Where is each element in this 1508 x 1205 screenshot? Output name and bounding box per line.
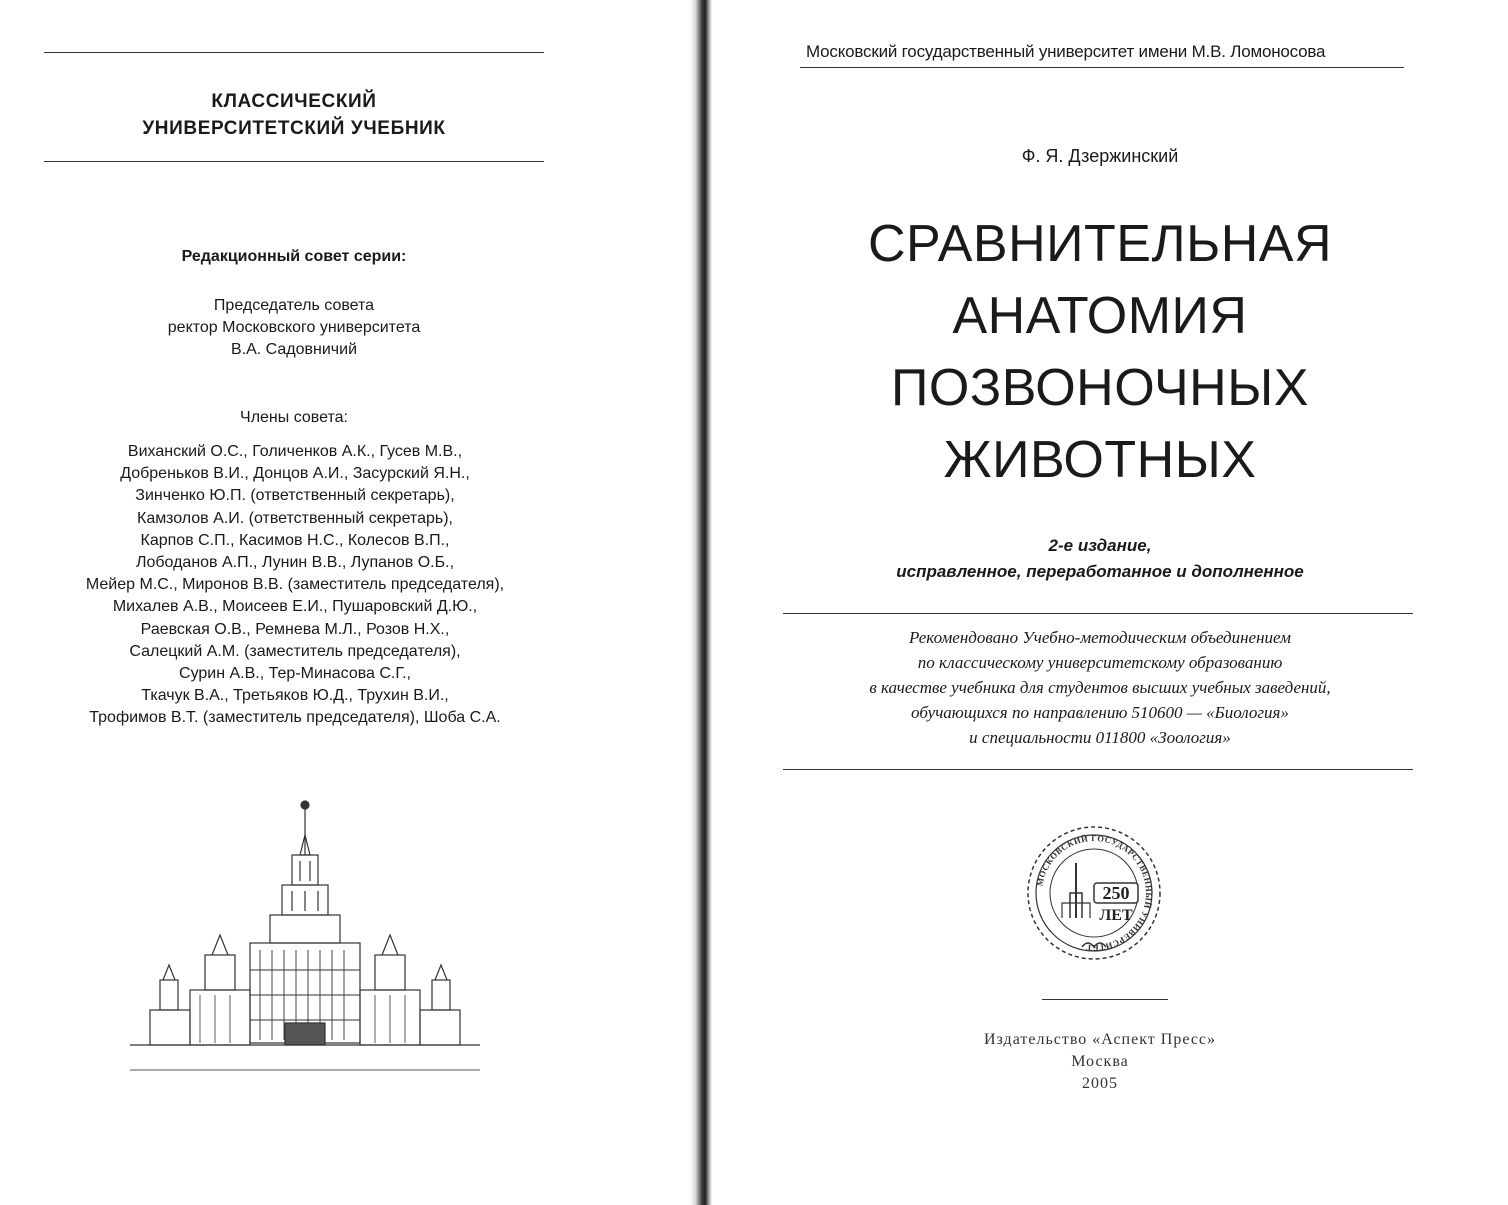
series-title [44,88,544,142]
member-line: Лободанов А.П., Лунин В.В., Лупанов О.Б., [135,554,455,572]
book-gutter [690,0,712,1205]
recommendation-bottom-rule [783,769,1413,770]
recommendation-line: Рекомендовано Учебно-методическим объединением [908,628,1292,647]
members-heading: Члены совета: [240,409,348,426]
recommendation-line: по классическому университетскому образованию [917,653,1283,672]
recommendation-line: и специальности 011800 «Зоология» [969,728,1231,747]
members-list [30,441,560,730]
university-rule [800,67,1404,68]
recommendation-line: в качестве учебника для студентов высших учебных заведений, [869,678,1331,697]
edition-line: исправленное, переработанное и дополненное [896,562,1304,581]
title-line: АНАТОМИЯ [952,287,1248,345]
chair-line: В.А. Садовничий [230,341,358,358]
recommendation-top-rule [783,613,1413,614]
edition-line: 2-е издание, [1048,536,1152,555]
member-line: Раевская О.В., Ремнева М.Л., Розов Н.Х., [140,620,450,638]
top-rule [44,52,544,53]
member-line: Камзолов А.И. (ответственный секретарь), [137,509,453,527]
series-rule [44,161,544,162]
title-line: ЖИВОТНЫХ [943,431,1257,489]
title-line: СРАВНИТЕЛЬНАЯ [867,215,1333,273]
member-line: Виханский О.С., Голиченков А.К., Гусев М.В., [127,443,463,460]
board-chair [44,295,544,361]
recommendation-block [770,625,1430,750]
publisher-info [900,1029,1300,1095]
seal-word: ЛЕТ [1099,907,1133,924]
member-line: Сурин А.В., Тер-Минасова С.Г., [179,665,411,683]
chair-line: ректор Московского университета [167,319,421,336]
member-line: Трофимов В.Т. (заместитель председателя), Шоба С.А. [89,709,501,727]
book-title [800,208,1400,496]
university-name: Московский государственный университет имени М.В. Ломоносова [806,42,1326,61]
seal-number: 250 [1102,883,1130,903]
recommendation-line: обучающихся по направлению 510600 — «Биология» [911,703,1289,722]
member-line: Салецкий А.М. (заместитель председателя), [129,642,461,660]
author-name: Ф. Я. Дзержинский [1021,146,1179,166]
member-line: Ткачук В.А., Третьяков Ю.Д., Трухин В.И., [141,687,449,705]
anniversary-seal-icon [1024,823,1164,963]
title-line: ПОЗВОНОЧНЫХ [891,359,1309,417]
publisher-year: 2005 [1082,1075,1118,1092]
university-building-illustration [130,795,480,1075]
left-page [0,0,690,1205]
publisher-name: Издательство «Аспект Пресс» [983,1031,1217,1048]
member-line: Добреньков В.И., Донцов А.И., Засурский Я.Н., [120,465,470,483]
chair-line: Председатель совета [213,297,375,314]
member-line: Зинченко Ю.П. (ответственный секретарь), [135,487,455,505]
right-page [712,0,1508,1205]
publisher-city: Москва [1071,1053,1129,1070]
publisher-rule [1042,999,1168,1000]
editorial-board-heading: Редакционный совет серии: [181,248,407,265]
edition-info [800,533,1400,585]
member-line: Михалев А.В., Моисеев Е.И., Пушаровский Д.Ю., [112,598,478,616]
seal-ring-text: МОСКОВСКИЙ ГОСУДАРСТВЕННЫЙ УНИВЕРСИТЕТ [1034,832,1155,954]
series-title-line: КЛАССИЧЕСКИЙ [211,91,377,112]
series-title-line: УНИВЕРСИТЕТСКИЙ УЧЕБНИК [142,118,446,139]
member-line: Карпов С.П., Касимов Н.С., Колесов В.П., [140,531,450,549]
member-line: Мейер М.С., Миронов В.В. (заместитель председателя), [85,576,505,594]
